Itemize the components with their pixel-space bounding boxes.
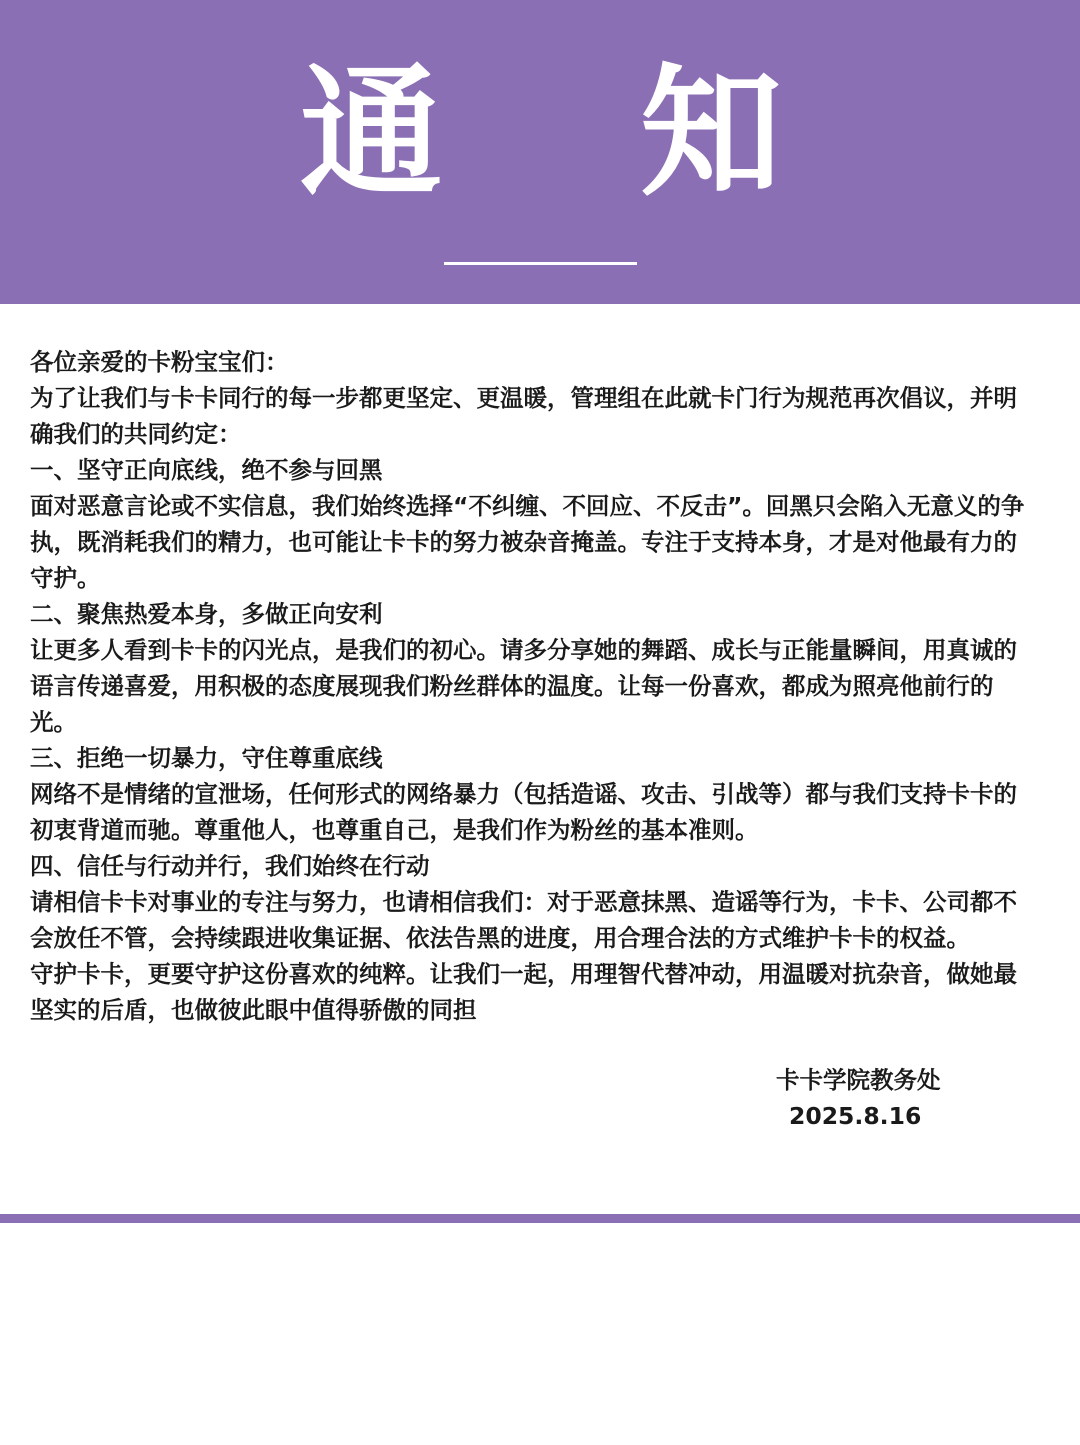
title-char-2: 知 bbox=[640, 50, 782, 216]
section-4-body: 请相信卡卡对事业的专注与努力，也请相信我们：对于恶意抹黑、造谣等行为，卡卡、公司都不会放任不管，会持续跟进收集证据、依法告黑的进度，用合理合法的方式维护卡卡的权益。 bbox=[30, 888, 1017, 952]
notice-body bbox=[30, 344, 1030, 1028]
section-1-body: 面对恶意言论或不实信息，我们始终选择“不纠缠、不回应、不反击”。回黑只会陷入无意义的争执，既消耗我们的精力，也可能让卡卡的努力被杂音掩盖。专注于支持本身，才是对他最有力的守护。 bbox=[30, 492, 1025, 592]
footer-divider bbox=[0, 1214, 1080, 1223]
section-3-body: 网络不是情绪的宣泄场，任何形式的网络暴力（包括造谣、攻击、引战等）都与我们支持卡卡的初衷背道而驰。尊重他人，也尊重自己，是我们作为粉丝的基本准则。 bbox=[30, 780, 1017, 844]
closing-paragraph: 守护卡卡，更要守护这份喜欢的纯粹。让我们一起，用理智代替冲动，用温暖对抗杂音，做她最坚实的后盾，也做彼此眼中值得骄傲的同担 bbox=[30, 960, 1017, 1024]
section-4-heading: 四、信任与行动并行，我们始终在行动 bbox=[30, 852, 430, 880]
greeting: 各位亲爱的卡粉宝宝们： bbox=[30, 348, 289, 376]
section-2-body: 让更多人看到卡卡的闪光点，是我们的初心。请多分享她的舞蹈、成长与正能量瞬间，用真诚的语言传递喜爱，用积极的态度展现我们粉丝群体的温度。让每一份喜欢，都成为照亮他前行的光。 bbox=[30, 636, 1017, 736]
intro-paragraph: 为了让我们与卡卡同行的每一步都更坚定、更温暖，管理组在此就卡门行为规范再次倡议，并明确我们的共同约定： bbox=[30, 384, 1017, 448]
signature-organization: 卡卡学院教务处 bbox=[776, 1066, 941, 1094]
header-banner bbox=[0, 0, 1080, 304]
signature-date: 2025.8.16 bbox=[789, 1102, 922, 1130]
section-1-heading: 一、坚守正向底线，绝不参与回黑 bbox=[30, 456, 383, 484]
title-char-1: 通 bbox=[300, 50, 442, 216]
section-2-heading: 二、聚焦热爱本身，多做正向安利 bbox=[30, 600, 383, 628]
title-underline bbox=[444, 262, 637, 265]
section-3-heading: 三、拒绝一切暴力，守住尊重底线 bbox=[30, 744, 383, 772]
